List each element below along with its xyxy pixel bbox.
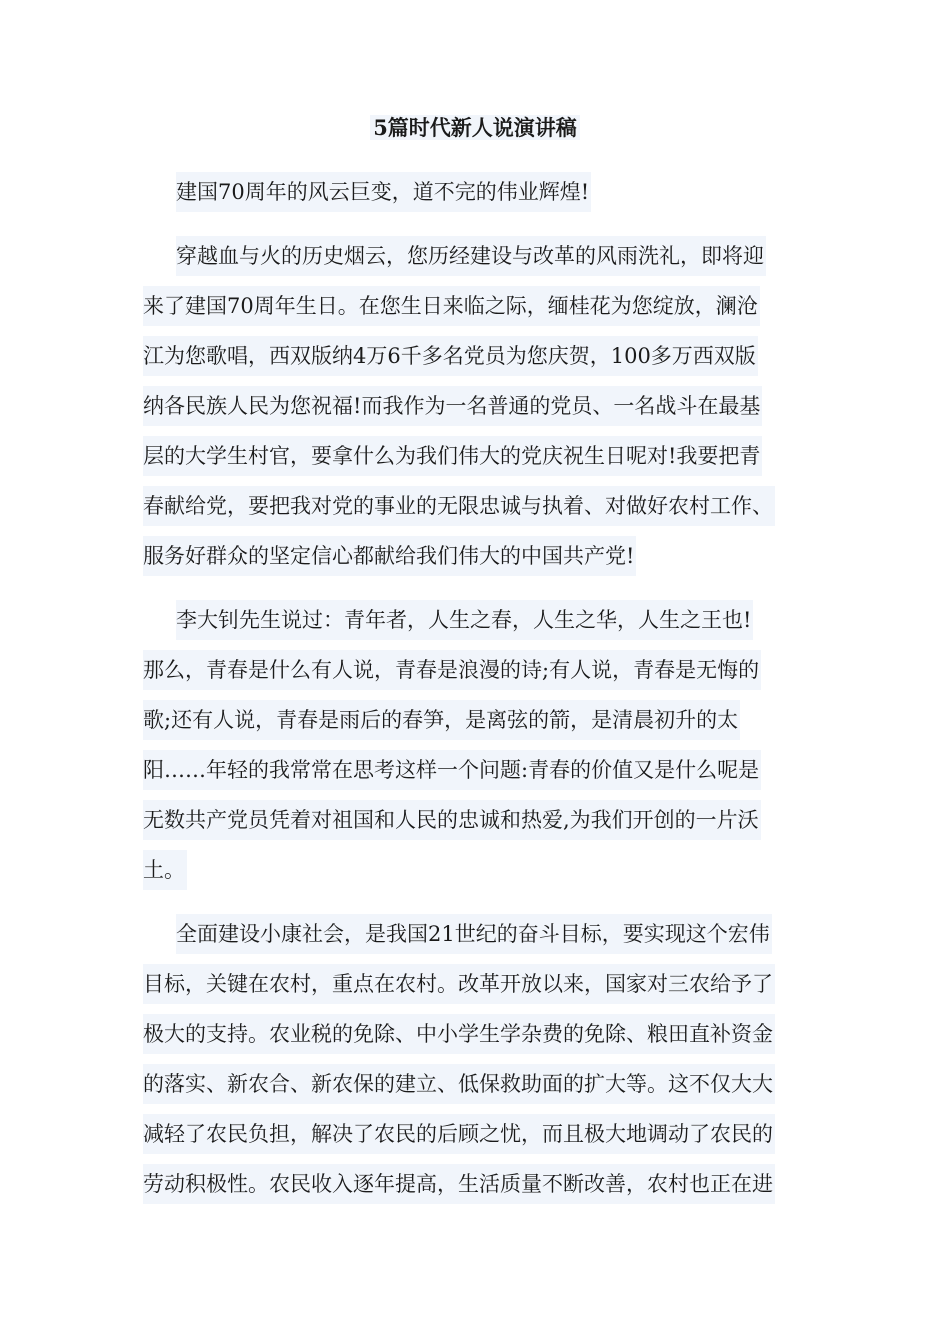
paragraph-line: 春献给党，要把我对党的事业的无限忠诚与执着、对做好农村工作、 <box>143 486 775 526</box>
paragraph-line: 穿越血与火的历史烟云，您历经建设与改革的风雨洗礼，即将迎 <box>176 236 766 276</box>
paragraph-line: 全面建设小康社会，是我国21世纪的奋斗目标，要实现这个宏伟 <box>176 914 772 954</box>
paragraph-line: 建国70周年的风云巨变，道不完的伟业辉煌! <box>176 172 591 212</box>
paragraph-line: 纳各民族人民为您祝福!而我作为一名普通的党员、一名战斗在最基 <box>143 386 762 426</box>
paragraph-line: 层的大学生村官，要拿什么为我们伟大的党庆祝生日呢对!我要把青 <box>143 436 762 476</box>
paragraph-line: 江为您歌唱，西双版纳4万6千多名党员为您庆贺，100多万西双版 <box>143 336 758 376</box>
paragraph-line: 阳……年轻的我常常在思考这样一个问题:青春的价值又是什么呢是 <box>143 750 761 790</box>
paragraph-line: 劳动积极性。农民收入逐年提高，生活质量不断改善，农村也正在进 <box>143 1164 775 1204</box>
paragraph-line: 那么，青春是什么有人说，青春是浪漫的诗;有人说，青春是无悔的 <box>143 650 761 690</box>
paragraph-line: 无数共产党员凭着对祖国和人民的忠诚和热爱,为我们开创的一片沃 <box>143 800 761 840</box>
paragraph-line: 极大的支持。农业税的免除、中小学生学杂费的免除、粮田直补资金 <box>143 1014 775 1054</box>
paragraph-line: 的落实、新农合、新农保的建立、低保救助面的扩大等。这不仅大大 <box>143 1064 775 1104</box>
paragraph-line: 目标，关键在农村，重点在农村。改革开放以来，国家对三农给予了 <box>143 964 775 1004</box>
paragraph-line: 土。 <box>143 850 187 890</box>
paragraph-line: 服务好群众的坚定信心都献给我们伟大的中国共产党! <box>143 536 636 576</box>
paragraph-line: 歌;还有人说，青春是雨后的春笋，是离弦的箭，是清晨初升的太 <box>143 700 740 740</box>
document-title-wrap <box>0 112 950 144</box>
paragraph-line: 李大钊先生说过：青年者，人生之春，人生之华，人生之王也! <box>176 600 753 640</box>
paragraph-line: 来了建国70周年生日。在您生日来临之际，缅桂花为您绽放，澜沧 <box>143 286 760 326</box>
paragraph-line: 减轻了农民负担，解决了农民的后顾之忧，而且极大地调动了农民的 <box>143 1114 775 1154</box>
document-title: 5篇时代新人说演讲稿 <box>370 115 580 140</box>
